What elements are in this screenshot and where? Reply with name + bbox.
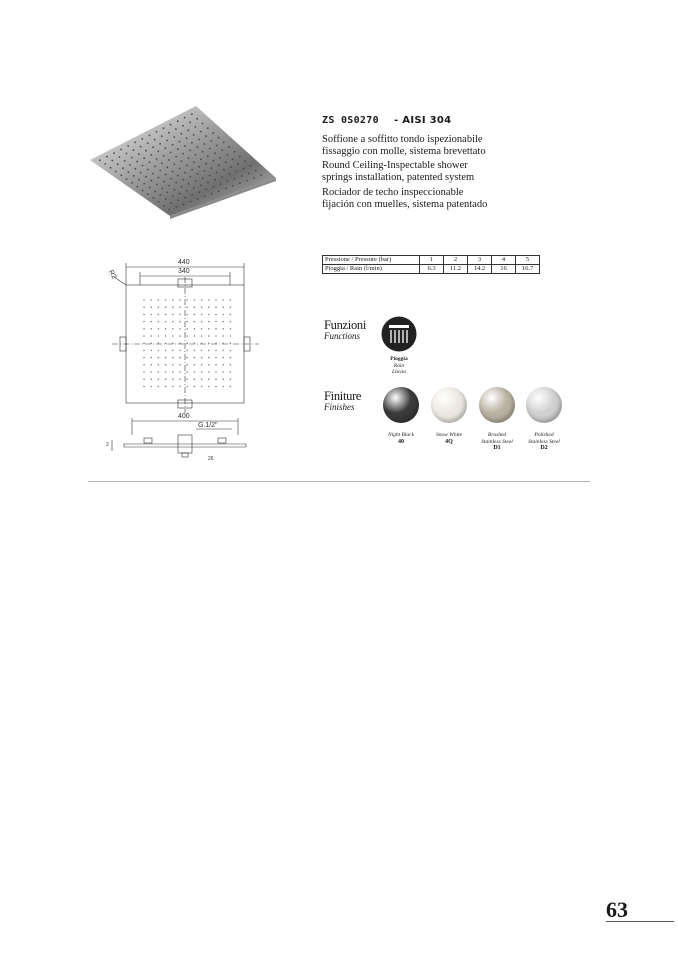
description-it-line2: fissaggio con molle, sistema brevettato: [322, 146, 486, 157]
flow-row: [323, 265, 540, 274]
flow-value: 11.2: [444, 265, 468, 274]
finish-name-2: Stainless Steel: [528, 438, 560, 445]
section-divider: [88, 481, 590, 482]
pressure-table: [322, 255, 540, 274]
finish-name: Polished: [534, 432, 554, 438]
description-it-line1: Soffione a soffitto tondo ispezionabile: [322, 134, 483, 145]
dim-radius: R2: [106, 269, 118, 281]
flow-value: 16: [492, 265, 516, 274]
finish-code: D2: [540, 445, 548, 451]
pressure-value: 2: [444, 256, 468, 265]
rain-shower-icon: [381, 316, 417, 352]
finish-code: 4Q: [445, 438, 453, 445]
finish-code: 40: [398, 438, 404, 445]
pressure-label: Pressione / Pressure (bar): [323, 256, 420, 265]
description-en-line1: Round Ceiling-Inspectable shower: [322, 160, 468, 171]
pressure-value: 3: [468, 256, 492, 265]
finish-name: Night Black: [387, 432, 415, 438]
functions-subheading: Functions: [324, 331, 360, 341]
function-label-it: Pioggia: [390, 356, 408, 362]
function-label-es: Lluvia: [391, 369, 407, 375]
finish-swatch-brushed-steel[interactable]: [479, 387, 515, 423]
technical-drawing: [104, 255, 264, 465]
finish-name-2: Stainless Steel: [481, 438, 513, 445]
finish-swatch-polished-steel[interactable]: [526, 387, 562, 423]
finish-swatch-snow-white[interactable]: [431, 387, 467, 423]
finish-code: D1: [493, 445, 501, 451]
finish-name: Snow White: [435, 432, 463, 438]
page-number-rule: [606, 921, 674, 922]
dim-top-inner: 340: [178, 268, 190, 275]
function-label-en: Rain: [393, 362, 405, 369]
functions-heading: Funzioni: [324, 318, 367, 332]
dim-side: 400: [178, 413, 190, 420]
pressure-row: [323, 256, 540, 265]
dim-top-outer: 440: [178, 259, 190, 266]
finish-swatch-night-black[interactable]: [383, 387, 419, 423]
product-code: ZS 0S0270: [322, 115, 379, 126]
finish-label: [514, 432, 574, 452]
pressure-value: 5: [516, 256, 540, 265]
description-es-line1: Rociador de techo inspeccionable: [322, 187, 464, 198]
finish-name: Brushed: [487, 432, 507, 438]
dim-thread: G.1/2": [198, 422, 218, 429]
pressure-value: 4: [492, 256, 516, 265]
dim-height: 2: [106, 442, 109, 448]
flow-value: 16.7: [516, 265, 540, 274]
product-material: - AISI 304: [394, 115, 452, 126]
rain-label: Pioggia / Rain (l/min): [323, 265, 420, 274]
function-rain-label: [374, 356, 424, 376]
description-en-line2: springs installation, patented system: [322, 172, 475, 183]
dim-small: 26: [208, 456, 214, 462]
description-es-line2: fijación con muelles, sistema patentado: [322, 199, 488, 210]
finishes-heading: Finiture: [324, 389, 362, 403]
product-title: [322, 115, 451, 126]
product-photo: [88, 100, 278, 220]
pressure-value: 1: [420, 256, 444, 265]
flow-value: 6.3: [420, 265, 444, 274]
page-number: 63: [606, 897, 628, 922]
finishes-subheading: Finishes: [324, 402, 355, 412]
flow-value: 14.2: [468, 265, 492, 274]
